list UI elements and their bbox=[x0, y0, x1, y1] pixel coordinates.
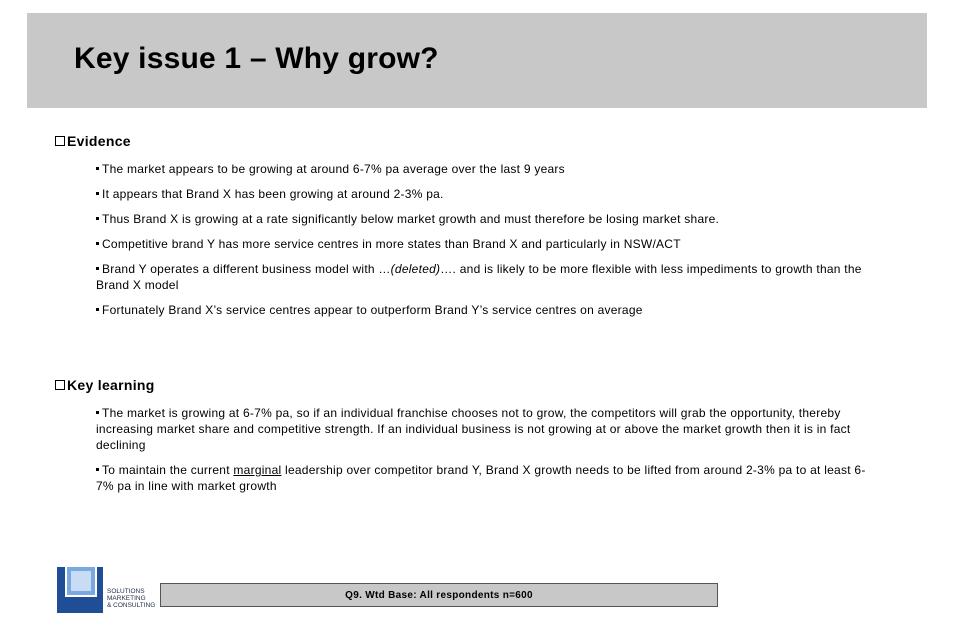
list-item bbox=[96, 186, 876, 202]
list-item bbox=[96, 161, 876, 177]
bullet-text: Fortunately Brand X’s service centres appear to outperform Brand Y’s service centres on average bbox=[102, 303, 643, 317]
list-item bbox=[96, 261, 876, 293]
learning-heading bbox=[55, 377, 155, 393]
bullet-icon bbox=[96, 411, 99, 414]
deleted-note: (deleted) bbox=[390, 262, 441, 276]
bullet-text: Thus Brand X is growing at a rate significantly below market growth and must therefore be losing market share. bbox=[102, 212, 720, 226]
logo-line: SOLUTIONS bbox=[107, 588, 145, 595]
evidence-heading-label: Evidence bbox=[67, 133, 131, 149]
list-item bbox=[96, 462, 876, 494]
logo-text bbox=[107, 588, 155, 609]
learning-list bbox=[96, 405, 876, 503]
list-item bbox=[96, 236, 876, 252]
bullet-text: It appears that Brand X has been growing at around 2-3% pa. bbox=[102, 187, 444, 201]
evidence-list bbox=[96, 161, 876, 327]
bullet-icon bbox=[96, 308, 99, 311]
checkbox-icon bbox=[55, 380, 65, 390]
bullet-icon bbox=[96, 468, 99, 471]
company-logo bbox=[57, 565, 157, 615]
logo-line: MARKETING bbox=[107, 595, 146, 602]
base-note-box bbox=[160, 583, 718, 607]
bullet-text: Competitive brand Y has more service centres in more states than Brand X and particularly in NSW/ACT bbox=[102, 237, 681, 251]
bullet-icon bbox=[96, 167, 99, 170]
bullet-text: To maintain the current bbox=[102, 463, 234, 477]
bullet-text: Brand Y operates a different business model with … bbox=[102, 262, 391, 276]
page-title: Key issue 1 – Why grow? bbox=[74, 42, 439, 75]
checkbox-icon bbox=[55, 136, 65, 146]
learning-heading-label: Key learning bbox=[67, 377, 155, 393]
bullet-text-cont: …. and is likely to be more flexible with less impediments to growth than the Brand X model bbox=[96, 262, 862, 292]
underlined-word: marginal bbox=[233, 463, 282, 477]
bullet-text-cont: leadership over competitor brand Y, Brand X growth needs to be lifted from around 2-3% pa to at least 6-7% pa in line with market growth bbox=[96, 463, 866, 493]
base-note: Q9. Wtd Base: All respondents n=600 bbox=[345, 589, 533, 601]
logo-line: & CONSULTING bbox=[107, 602, 156, 609]
list-item bbox=[96, 302, 876, 318]
evidence-heading bbox=[55, 133, 131, 149]
logo-mark-inner bbox=[71, 571, 91, 591]
bullet-icon bbox=[96, 217, 99, 220]
title-band bbox=[27, 13, 927, 108]
list-item bbox=[96, 211, 876, 227]
bullet-icon bbox=[96, 242, 99, 245]
bullet-icon bbox=[96, 267, 99, 270]
list-item bbox=[96, 405, 876, 453]
bullet-icon bbox=[96, 192, 99, 195]
bullet-text: The market appears to be growing at around 6-7% pa average over the last 9 years bbox=[102, 162, 565, 176]
bullet-text: The market is growing at 6-7% pa, so if an individual franchise chooses not to grow, the competitors will grab the opportunity, thereby increasing market share and competitive strength. If an individual business is not growing at or above the market growth then it is in fact declining bbox=[96, 406, 851, 452]
